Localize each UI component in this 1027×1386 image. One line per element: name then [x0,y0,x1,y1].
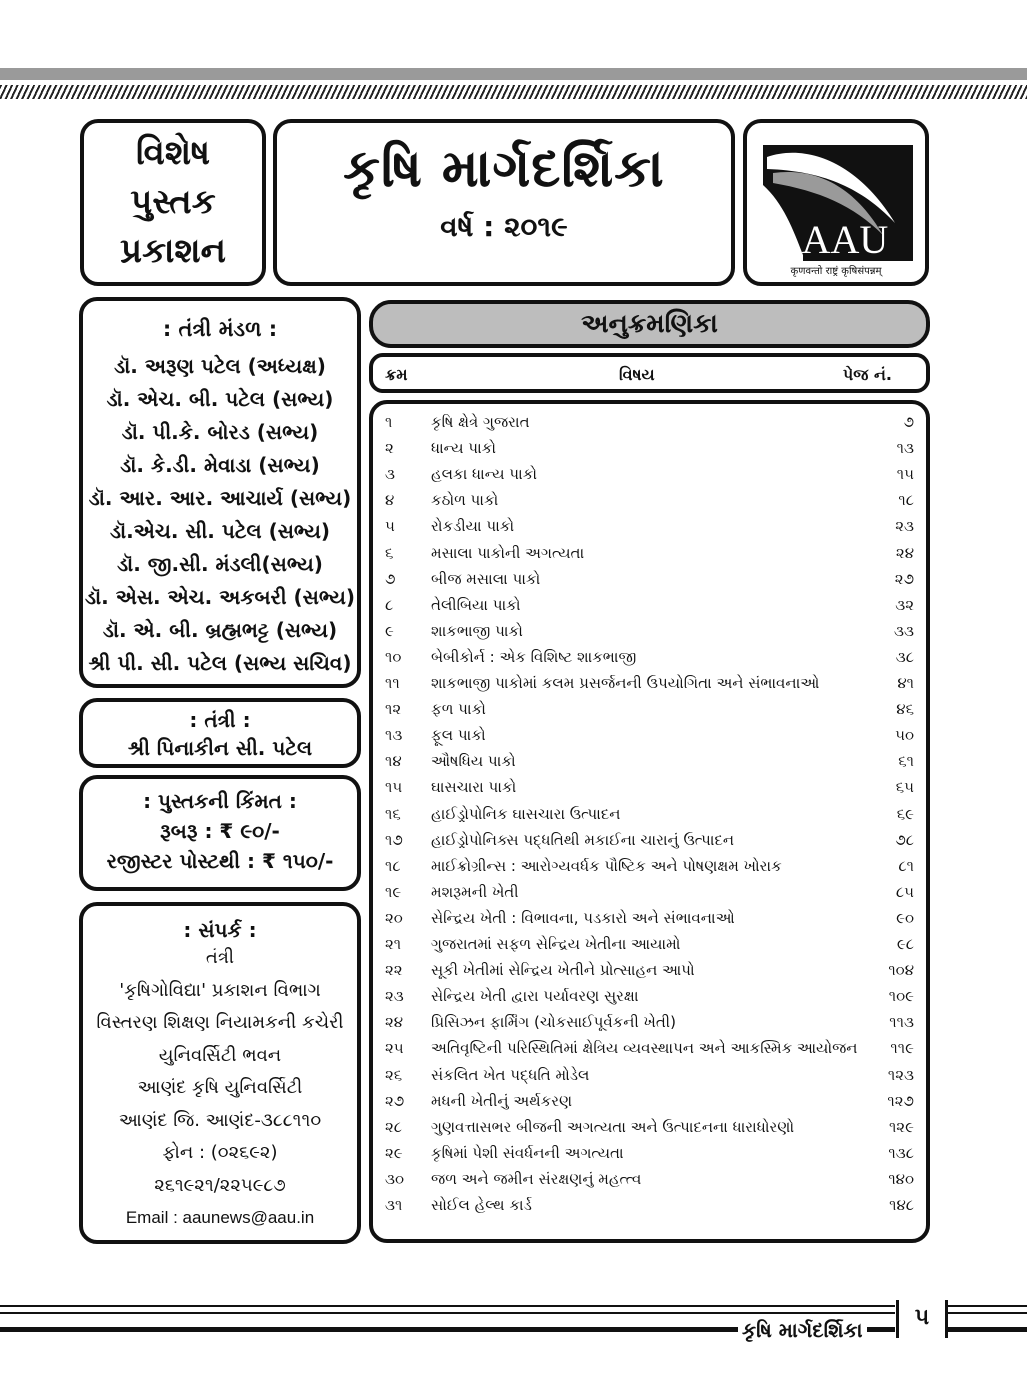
board-member: શ્રી પી. સી. પટેલ (સભ્ય સચિવ) [88,651,352,675]
index-row-page: ૨૭ [894,569,914,588]
index-row [373,593,926,619]
index-row-number: ૨૭ [385,1091,405,1110]
editor-title: : તંત્રી : [189,708,251,732]
index-row [373,1010,926,1036]
index-row-subject: માઈક્રોગ્રીન્સ : આરોગ્યવર્ધક પૌષ્ટિક અને પોષણક્ષમ ખોરાક [431,856,782,875]
main-title: કૃષિ માર્ગદર્શિકા [343,139,665,199]
index-row-subject: કૃષિ ક્ષેત્રે ગુજરાત [431,413,530,431]
index-row-number: ૫ [385,517,395,536]
index-row-subject: ઔષધિય પાકો [431,752,516,771]
index-row-number: ૨૦ [385,908,403,927]
board-member: ડૉ. આર. આર. આચાર્ય (સભ્ય) [88,486,352,510]
index-row-page: ૧૨૭ [887,1091,914,1110]
index-row-number: ૨૬ [385,1065,403,1084]
index-row-page: ૪૧ [897,674,914,692]
index-row-number: ૨૪ [385,1013,404,1032]
index-row-number: ૧ [385,413,393,431]
board-member: ડૉ. પી.કે. બોરડ (સભ્ય) [121,420,319,444]
editorial-board-members [83,350,357,680]
index-row [373,541,926,567]
index-row-subject: શાકભાજી પાકોમાં કલમ પ્રસર્જનની ઉપયોગિતા અને સંભાવનાઓ [431,674,820,692]
index-row-number: ૧૦ [385,647,402,666]
index-row-page: ૯૮ [896,935,914,953]
board-member: ડૉ. અરૂણ પટેલ (અધ્યક્ષ) [114,354,326,378]
index-row-page: ૧૮ [898,491,914,510]
contact-line: યુનિવર્સિટી ભવન [158,1044,282,1066]
index-row-number: ૧૪ [385,752,402,771]
index-row [373,749,926,775]
index-row-page: ૧૫ [896,465,914,484]
index-row-subject: સેન્દ્રિય ખેતી : વિભાવના, પડકારો અને સંભાવનાઓ [431,908,735,927]
column-header-page: પેજ નં. [842,365,892,384]
board-member: ડૉ.એચ. સી. પટેલ (સભ્ય) [109,519,330,543]
footer-rule [944,1327,1027,1332]
index-row-subject: હાઈડ્રોપોનિક્સ પદ્ધતિથી મકાઈના ચારાનું ઉત્પાદન [431,830,735,849]
index-row-subject: રોકડીયા પાકો [431,517,515,536]
index-row [373,488,926,514]
index-row [373,619,926,645]
index-title: અનુક્રમણિકા [369,300,930,348]
index-row-page: ૧૩ [896,439,914,458]
footer-rule [0,1305,895,1307]
index-row-subject: મશરૂમની ખેતી [431,882,519,901]
logo-text: AAU [801,217,889,261]
index-row [373,854,926,880]
index-row-number: ૩૧ [385,1196,403,1214]
index-row-page: ૭ [903,413,914,431]
footer-rule [944,1305,1027,1307]
index-row [373,723,926,749]
index-row-number: ૨૮ [385,1117,403,1136]
footer-title: કૃષિ માર્ગદર્શિકા [738,1318,867,1342]
index-column-headers [369,353,930,393]
index-row [373,932,926,958]
index-row [373,1063,926,1089]
index-row-subject: જળ અને જમીન સંરક્ષણનું મહત્ત્વ [431,1169,642,1188]
column-header-subject: વિષય [619,365,655,384]
index-row-page: ૧૦૪ [888,961,914,980]
index-row [373,410,926,436]
index-row-subject: સેન્દ્રિય ખેતી દ્વારા પર્યાવરણ સુરક્ષા [431,987,639,1006]
index-row [373,1115,926,1141]
index-row-subject: પ્રિસિઝન ફાર્મિંગ (ચોકસાઈપૂર્વકની ખેતી) [431,1013,676,1032]
index-row-page: ૯૦ [896,908,914,927]
board-member: ડૉ. જી.સી. મંડલી(સભ્ય) [117,552,323,576]
index-row-subject: કઠોળ પાકો [431,491,499,510]
index-row-number: ૧૯ [385,882,402,901]
index-row [373,906,926,932]
footer-rule [944,1312,1027,1314]
price-registered-post: રજીસ્ટર પોસ્ટથી : ₹ ૧૫૦/- [106,849,334,873]
index-row [373,1167,926,1193]
index-row-number: ૧૬ [385,804,401,823]
index-row-subject: ફળ પાકો [431,700,486,719]
index-row [373,958,926,984]
contact-line: તંત્રી [205,947,235,968]
index-row-number: ૧૫ [385,778,403,797]
contact-line: વિસ્તરણ શિક્ષણ નિયામકની કચેરી [96,1012,344,1033]
index-row-number: ૨૩ [385,987,404,1006]
contact-line: આણંદ જિ. આણંદ-૩૮૮૧૧૦ [118,1109,322,1131]
index-row-subject: સૂકી ખેતીમાં સેન્દ્રિય ખેતીને પ્રોત્સાહન આપો [431,961,695,980]
index-row-page: ૧૦૯ [888,987,914,1006]
board-member: ડૉ. એસ. એચ. અકબરી (સભ્ય) [85,585,355,609]
page-number: ૫ [896,1300,948,1338]
title-box [273,119,735,286]
index-row-subject: ઘાસચારા પાકો [431,778,517,797]
contact-line: 'કૃષિગોવિદ્યા' પ્રકાશન વિભાગ [119,979,321,1001]
index-row [373,567,926,593]
logo-motto: कृणवन्तो राष्ट्रं कृषिसंपन्नम् [790,266,882,277]
editor-name: શ્રી પિનાકીન સી. પટેલ [127,736,313,760]
index-row [373,828,926,854]
contact-title: : સંપર્ક : [183,918,257,942]
index-row [373,802,926,828]
special-publication-box [80,119,266,286]
index-list [369,400,930,1243]
index-row-subject: હલકા ધાન્ય પાકો [431,465,538,484]
index-row-number: ૭ [385,569,396,588]
index-row-subject: અતિવૃષ્ટિની પરિસ્થિતિમાં ક્ષેત્રિય વ્યવસ્થાપન અને આકસ્મિક આયોજન [431,1039,858,1058]
index-row-subject: બીજ મસાલા પાકો [431,569,541,588]
year-label: વર્ષ : ૨૦૧૯ [440,210,568,243]
price-in-person: રૂબરૂ : ₹ ૯૦/- [160,819,280,843]
footer-rule [0,1312,895,1314]
index-row-page: ૪૬ [896,700,914,719]
index-row-page: ૧૧૯ [890,1039,914,1058]
top-gray-band [0,68,1027,80]
index-row [373,514,926,540]
board-member: ડૉ. કે.ડી. મેવાડા (સભ્ય) [120,453,320,477]
contact-box [79,902,361,1244]
index-row-page: ૨૪ [895,543,914,562]
editorial-board-title: : તંત્રી મંડળ : [162,317,278,341]
index-row-number: ૧૭ [385,830,403,849]
price-box [79,775,361,891]
index-row-number: ૧૧ [385,674,400,692]
index-row-number: ૧૩ [385,726,403,745]
index-row [373,1141,926,1167]
index-row-number: ૨૯ [385,1143,403,1162]
editorial-board-box [79,297,361,688]
index-row-subject: શાકભાજી પાકો [431,621,523,640]
column-header-sno: ક્રમ [385,365,408,384]
index-row-number: ૨૫ [385,1039,404,1058]
index-row [373,1089,926,1115]
index-row-number: ૨૧ [385,935,402,953]
index-row-subject: બેબીકોર્ન : એક વિશિષ્ટ શાકભાજી [431,647,637,666]
index-row-page: ૮૧ [898,856,914,875]
price-title: : પુસ્તકની કિંમત : [143,789,297,813]
board-member: ડૉ. એ. બી. બ્રહ્મભટ્ટ (સભ્ય) [102,618,338,642]
index-row-number: ૩ [385,465,395,484]
contact-email: Email : aaunews@aau.in [125,1208,315,1227]
index-row-page: ૩૩ [894,621,914,640]
index-row [373,462,926,488]
index-row-subject: મસાલા પાકોની અગત્યતા [431,543,585,562]
index-row-subject: મધની ખેતીનું અર્થકરણ [431,1091,573,1110]
index-row-number: ૨ [385,439,394,458]
index-row [373,671,926,697]
aau-logo-icon [763,133,913,261]
index-row-page: ૮૫ [895,882,914,901]
index-row-page: ૩૮ [895,647,914,666]
contact-phone-label: ફોન : (૦૨૬૯૨) [162,1142,278,1163]
index-row [373,775,926,801]
index-row [373,880,926,906]
index-row-number: ૪ [385,491,395,510]
index-row-number: ૮ [385,595,394,614]
index-row-page: ૧૨૩ [887,1065,914,1084]
index-row-page: ૧૧૩ [889,1013,914,1032]
index-row-number: ૯ [385,621,394,640]
index-row-page: ૧૨૯ [888,1117,914,1136]
index-row-subject: હાઈડ્રોપોનિક ઘાસચારા ઉત્પાદન [431,804,621,823]
index-row-subject: તેલીબિયા પાકો [431,595,521,614]
index-row-subject: ગુણવત્તાસભર બીજની અગત્યતા અને ઉત્પાદનના ધારાધોરણો [431,1117,795,1136]
index-row-subject: ગુજરાતમાં સફળ સેન્દ્રિય ખેતીના આયામો [431,935,681,953]
index-row-page: ૭૮ [895,830,914,849]
index-row-page: ૧૪૦ [888,1169,914,1188]
index-row-number: ૧૨ [385,700,402,719]
index-row [373,436,926,462]
special-line-2: પુસ્તક [130,181,216,222]
index-row-page: ૩૨ [895,595,914,614]
board-member: ડૉ. એચ. બી. પટેલ (સભ્ય) [106,387,334,411]
contact-phone-numbers: ૨૬૧૯૨૧/૨૨૫૯૮૭ [154,1174,286,1196]
index-row-subject: કૃષિમાં પેશી સંવર્ધનની અગત્યતા [431,1143,624,1162]
index-row [373,984,926,1010]
editor-box [79,698,361,768]
index-row [373,645,926,671]
index-row-number: ૧૮ [385,856,401,875]
index-row-page: ૨૩ [895,517,914,536]
top-hatched-band [0,85,1027,99]
index-row-page: ૧૩૮ [888,1143,914,1162]
special-line-3: પ્રકાશન [120,230,226,271]
index-row-page: ૬૯ [896,804,914,823]
index-row-page: ૫૦ [895,726,914,745]
index-row [373,1036,926,1062]
index-row-subject: સંકલિત ખેત પદ્ધતિ મોડેલ [431,1065,590,1084]
index-row-page: ૬૫ [895,778,914,797]
index-row-number: ૨૨ [385,961,403,980]
index-row-number: ૩૦ [385,1169,405,1188]
logo-box [743,119,929,286]
index-row-subject: ફૂલ પાકો [431,726,486,745]
index-row [373,1193,926,1219]
index-row-subject: ધાન્ય પાકો [431,439,496,458]
special-line-1: વિશેષ [135,132,211,173]
contact-line: આણંદ કૃષિ યુનિવર્સિટી [137,1077,303,1098]
index-row-page: ૧૪૮ [889,1196,914,1214]
index-row-number: ૬ [385,543,394,562]
index-row-page: ૬૧ [898,752,914,771]
index-row [373,697,926,723]
index-row-subject: સોઈલ હેલ્થ કાર્ડ [431,1196,532,1214]
